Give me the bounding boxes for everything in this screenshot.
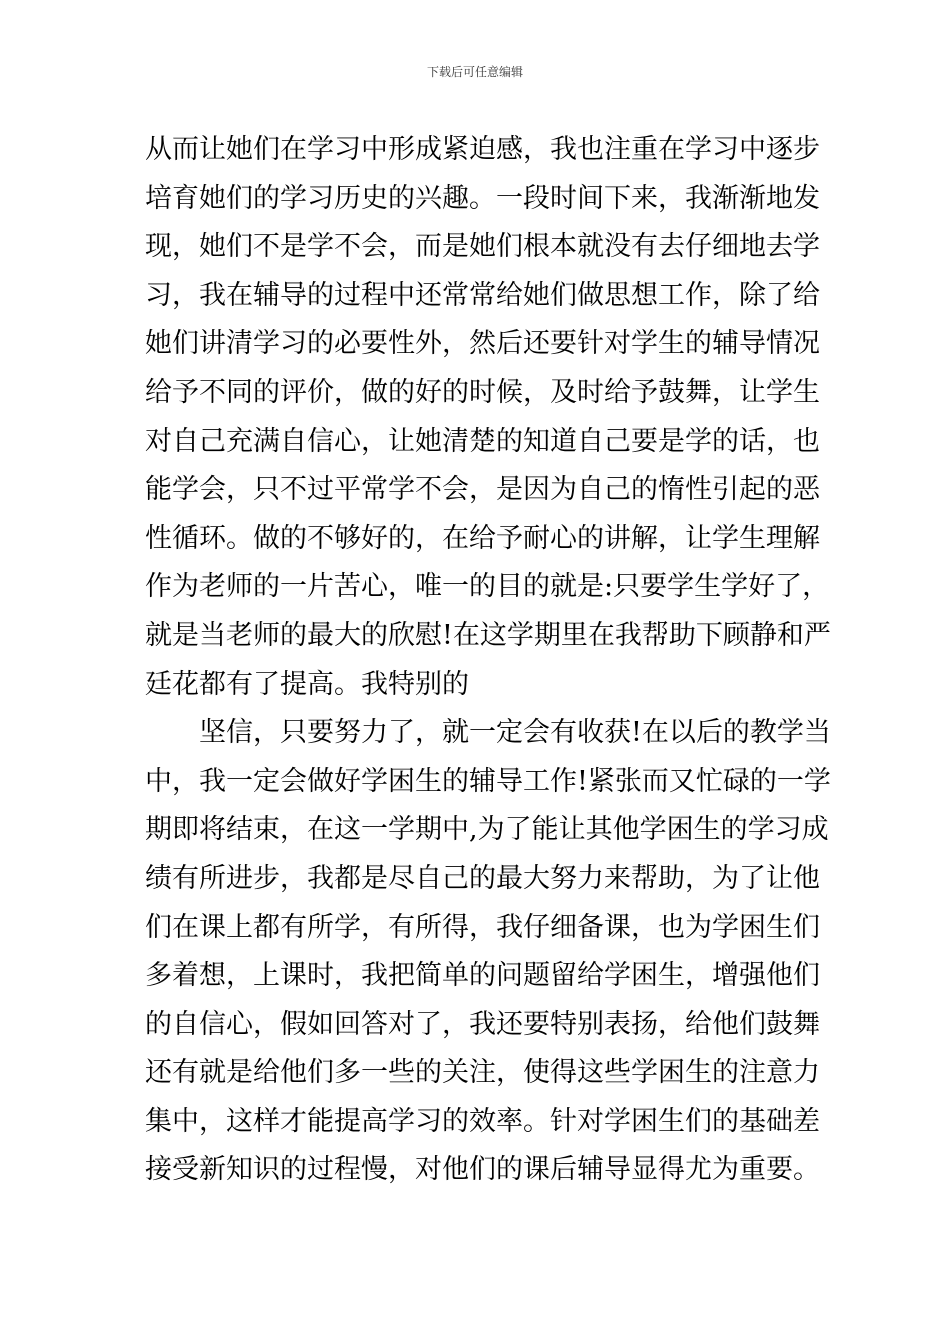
text-line: 她们讲清学习的必要性外，然后还要针对学生的辅导情况 xyxy=(145,328,820,360)
text-line: 给予不同的评价，做的好的时候，及时给予鼓舞，让学生 xyxy=(145,376,820,408)
text-line: 期即将结束，在这一学期中,为了能让其他学困生的学习成 xyxy=(145,814,829,846)
text-line: 中，我一定会做好学困生的辅导工作!紧张而又忙碌的一学 xyxy=(145,765,831,797)
text-line: 廷花都有了提高。我特别的 xyxy=(145,668,469,700)
text-line: 集中，这样才能提高学习的效率。针对学困生们的基础差 xyxy=(145,1105,820,1137)
text-line: 从而让她们在学习中形成紧迫感，我也注重在学习中逐步 xyxy=(145,134,820,165)
text-line: 现，她们不是学不会，而是她们根本就没有去仔细地去学 xyxy=(145,231,820,263)
paragraph-2 xyxy=(145,709,831,1195)
text-line: 能学会，只不过平常学不会，是因为自己的惰性引起的恶 xyxy=(145,474,820,506)
text-line: 对自己充满自信心，让她清楚的知道自己要是学的话，也 xyxy=(145,425,820,457)
text-line: 们在课上都有所学，有所得，我仔细备课，也为学困生们 xyxy=(145,911,820,943)
text-line: 绩有所进步，我都是尽自己的最大努力来帮助，为了让他 xyxy=(145,862,820,894)
text-line: 接受新知识的过程慢，对他们的课后辅导显得尤为重要。 xyxy=(145,1154,820,1186)
document-body xyxy=(145,126,831,1195)
text-line: 的自信心，假如回答对了，我还要特别表扬，给他们鼓舞 xyxy=(145,1008,820,1040)
text-line: 还有就是给他们多一些的关注，使得这些学困生的注意力 xyxy=(145,1057,820,1089)
paragraph-1 xyxy=(145,126,831,709)
text-line: 性循环。做的不够好的，在给予耐心的讲解，让学生理解 xyxy=(145,522,820,554)
text-line: 习，我在辅导的过程中还常常给她们做思想工作，除了给 xyxy=(145,279,820,311)
page-header: 下载后可任意编辑 xyxy=(426,65,523,79)
text-line: 坚信，只要努力了，就一定会有收获!在以后的教学当 xyxy=(145,717,831,749)
text-line: 培育她们的学习历史的兴趣。一段时间下来，我渐渐地发 xyxy=(145,182,820,214)
text-line: 作为老师的一片苦心，唯一的目的就是:只要学生学好了， xyxy=(145,571,830,603)
text-line: 多着想，上课时，我把简单的问题留给学困生，增强他们 xyxy=(145,960,820,992)
text-line: 就是当老师的最大的欣慰!在这学期里在我帮助下顾静和严 xyxy=(145,619,831,651)
